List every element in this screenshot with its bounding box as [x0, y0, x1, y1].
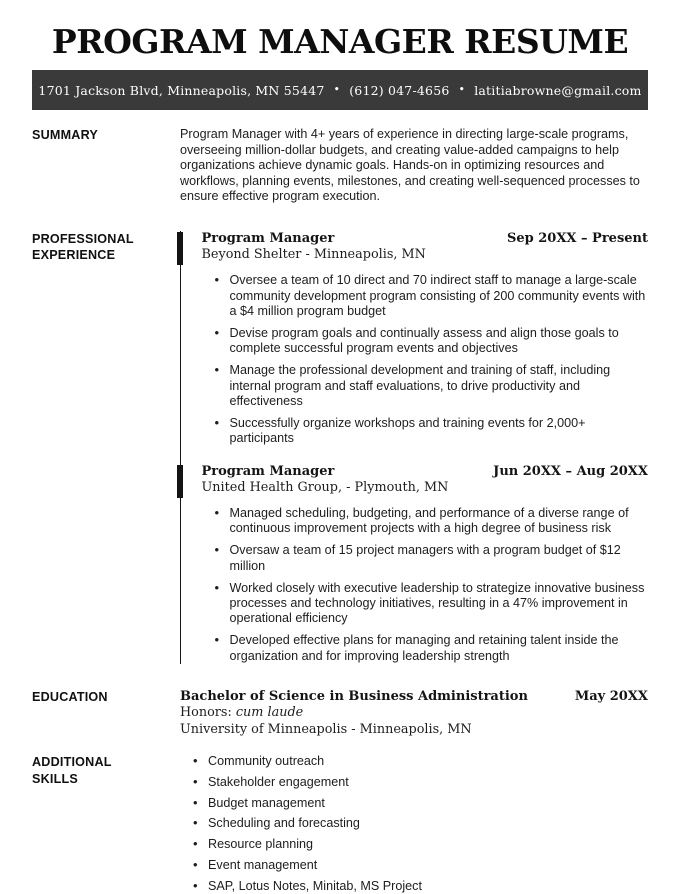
skill-item: • Resource planning — [180, 837, 648, 852]
job-entry — [202, 464, 649, 664]
job-bullet: • Oversaw a team of 15 project managers with a program budget of $12 million — [202, 543, 649, 573]
experience-section — [32, 231, 648, 664]
job-bullet: • Worked closely with executive leadership to strategize innovative business processes and technology initiatives, resulting in a 47% improvement in operational efficiency — [202, 581, 649, 627]
job-dates: Sep 20XX – Present — [506, 230, 648, 246]
contact-email: latitiabrowne@gmail.com — [474, 82, 642, 98]
contact-separator-icon: • — [333, 82, 341, 96]
skill-item: • Stakeholder engagement — [180, 775, 648, 790]
job-bullet: • Manage the professional development and training of staff, including internal program and staff evaluations, to drive productivity and effectiveness — [202, 363, 649, 409]
job-bullet-list — [202, 506, 649, 664]
job-bullet: • Developed effective plans for managing and retaining talent inside the organization and for improving leadership strength — [202, 633, 649, 663]
job-company: United Health Group, - Plymouth, MN — [201, 480, 449, 495]
education-degree: Bachelor of Science in Business Administration — [180, 688, 528, 704]
skill-item: • SAP, Lotus Notes, Minitab, MS Project — [180, 879, 648, 894]
summary-text: Program Manager with 4+ years of experience in directing large-scale programs, overseeing million-dollar budgets, and creating value-added campaigns to help organizations achieve dynamic goals. Hands-on in optimizing resources and workflows, planning events, milestones, and creating well-sequenced processes to ensure effective program execution. — [180, 127, 640, 204]
skills-label-line1: ADDITIONAL — [32, 755, 112, 770]
job-bullet: • Devise program goals and continually assess and align those goals to complete successful program events and objectives — [202, 326, 649, 356]
skill-item: • Event management — [180, 858, 648, 873]
summary-section-label: SUMMARY — [32, 128, 98, 142]
education-section — [32, 689, 648, 739]
contact-bar — [32, 70, 648, 110]
experience-content — [180, 231, 648, 664]
job-bullet: • Oversee a team of 10 direct and 70 indirect staff to manage a large-scale community development program consisting of 200 community events with a $4 million program budget — [202, 273, 649, 319]
education-section-label: EDUCATION — [32, 689, 108, 704]
experience-label-line1: PROFESSIONAL — [32, 231, 134, 246]
job-bullet-list — [202, 273, 649, 446]
summary-section — [32, 127, 648, 205]
job-accent-bar — [177, 465, 183, 498]
contact-address: 1701 Jackson Blvd, Minneapolis, MN 55447 — [38, 82, 325, 98]
job-bullet: • Managed scheduling, budgeting, and performance of a diverse range of continuous improvement projects with a high degree of business risk — [202, 506, 649, 536]
job-entry — [202, 231, 649, 447]
skill-item: • Scheduling and forecasting — [180, 816, 648, 831]
contact-phone: (612) 047-4656 — [349, 82, 450, 98]
skill-item: • Budget management — [180, 796, 648, 811]
job-accent-bar — [177, 232, 183, 265]
skills-label-line2: SKILLS — [32, 771, 78, 786]
experience-label-line2: EXPERIENCE — [32, 248, 116, 263]
education-honors — [180, 705, 648, 722]
skills-section — [32, 754, 648, 893]
skills-list — [180, 754, 648, 893]
job-title: Program Manager — [201, 230, 335, 246]
job-title: Program Manager — [201, 463, 335, 479]
education-dates: May 20XX — [574, 688, 648, 704]
skill-item: • Community outreach — [180, 754, 648, 769]
job-company: Beyond Shelter - Minneapolis, MN — [201, 247, 426, 263]
education-honors-value: cum laude — [235, 705, 304, 721]
job-bullet: • Successfully organize workshops and training events for 2,000+ participants — [202, 416, 649, 446]
skills-section-label — [32, 754, 180, 787]
job-dates: Jun 20XX – Aug 20XX — [493, 463, 648, 479]
contact-separator-icon: • — [458, 82, 466, 96]
education-school: University of Minneapolis - Minneapolis, MN — [180, 721, 472, 737]
experience-section-label — [32, 231, 180, 264]
education-honors-label: Honors: — [180, 705, 236, 721]
resume-title: PROGRAM MANAGER RESUME — [51, 22, 629, 61]
